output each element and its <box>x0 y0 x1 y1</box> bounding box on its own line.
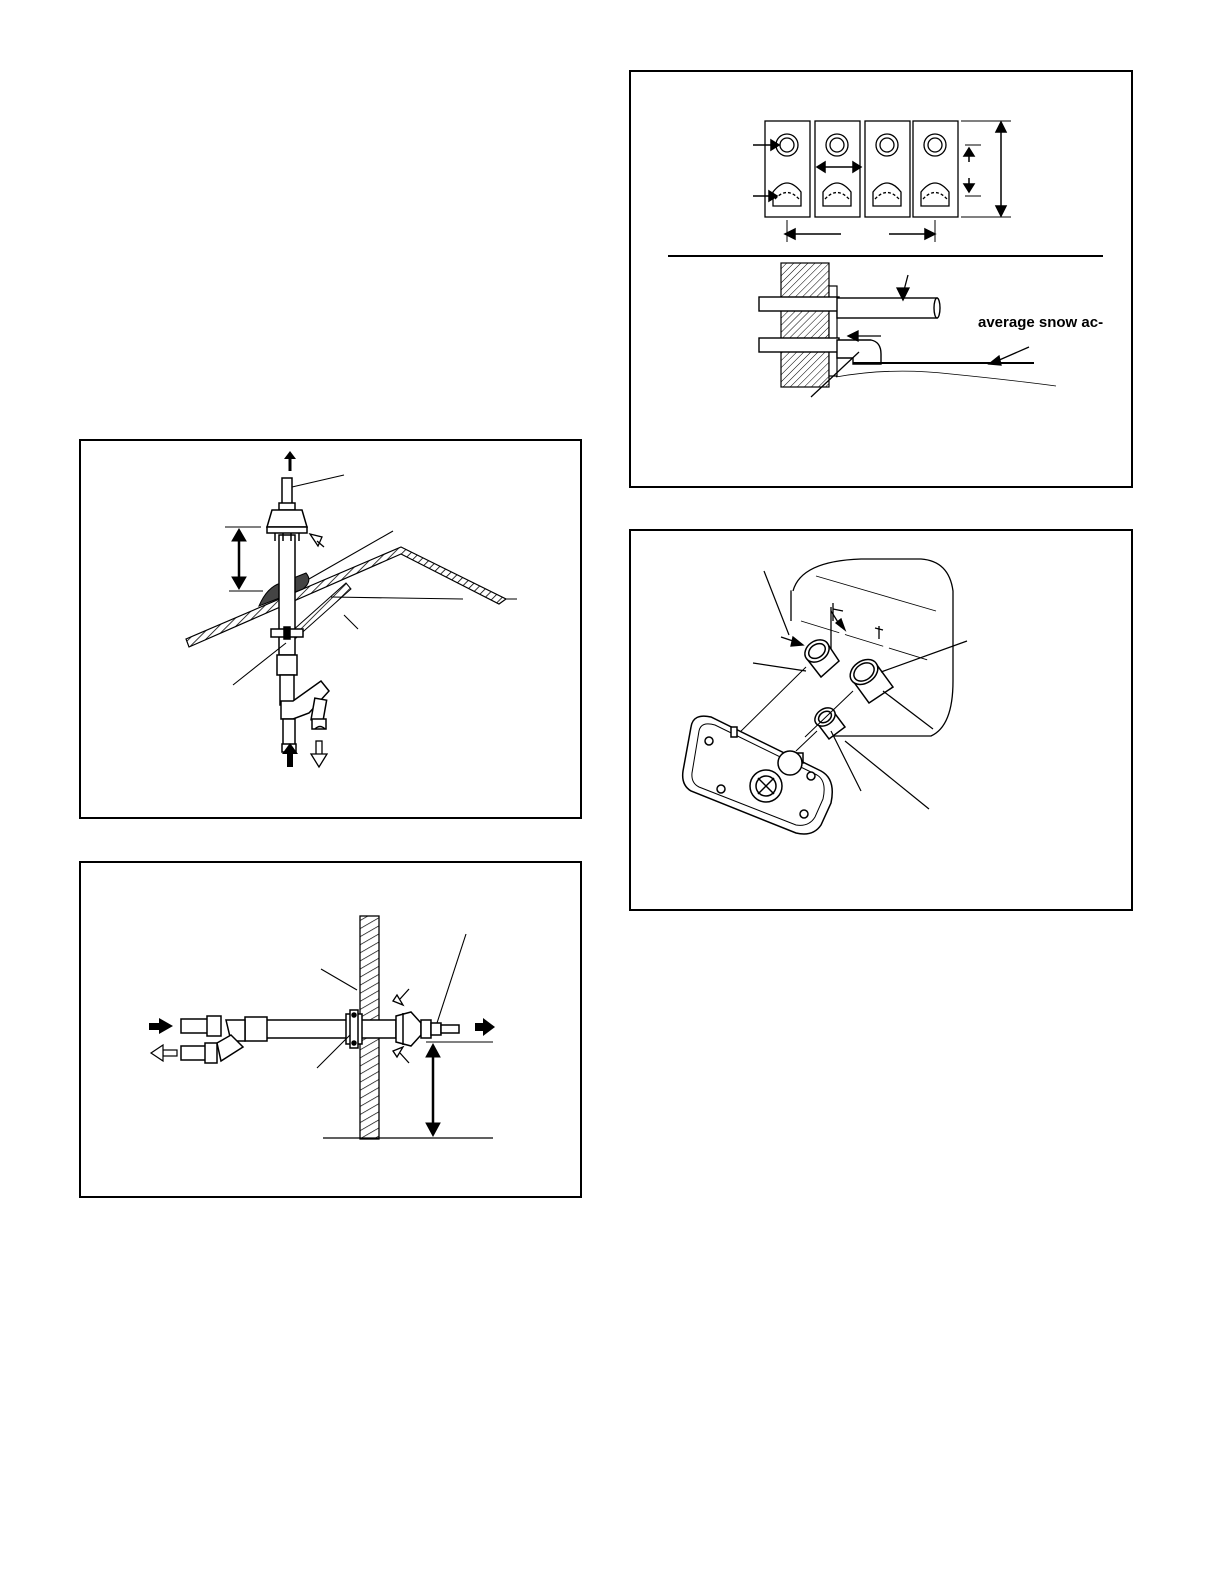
wall-clearance-dimension <box>426 1042 493 1136</box>
collar-right <box>845 654 893 703</box>
snow-line <box>836 363 1056 386</box>
terminal-plate-1 <box>765 121 810 217</box>
air-intake-arrow-icon <box>149 1018 173 1034</box>
vent-kit-drawing <box>631 531 1135 913</box>
collar-small <box>811 704 845 739</box>
figure-wall-vent <box>79 861 582 1198</box>
intake-arrow-icon <box>310 534 324 547</box>
multi-vent-drawing <box>631 72 1135 490</box>
callout-leaders <box>317 934 466 1068</box>
terminal-plate <box>683 716 833 834</box>
vent-collars <box>801 635 893 739</box>
roof-clearance-dimension <box>225 527 263 591</box>
wall-vent-drawing <box>81 863 584 1200</box>
figure-vent-kit <box>629 529 1133 911</box>
roof-vent-drawing <box>81 441 584 821</box>
figure-roof-vent <box>79 439 582 819</box>
terminal-plates <box>765 121 958 217</box>
terminal-plate-4 <box>913 121 958 217</box>
exhaust-out-arrow-icon <box>311 741 327 767</box>
vent-terminal-cap <box>267 478 307 541</box>
condensate-arrow-icon <box>151 1045 177 1061</box>
terminal-plate-3 <box>865 121 910 217</box>
exhaust-arrow-icon <box>475 1018 495 1036</box>
exhaust-arrow-icon <box>284 451 296 471</box>
callout-leaders <box>233 475 463 685</box>
wall-terminal-cap <box>396 1012 459 1046</box>
vertical-vent-pipe <box>271 535 303 705</box>
kit-dimensions <box>781 603 883 651</box>
wall-section <box>781 263 837 387</box>
collar-left <box>801 635 839 677</box>
snow-label: average snow ac- <box>978 314 1104 331</box>
figure-multi-vent <box>629 70 1133 488</box>
